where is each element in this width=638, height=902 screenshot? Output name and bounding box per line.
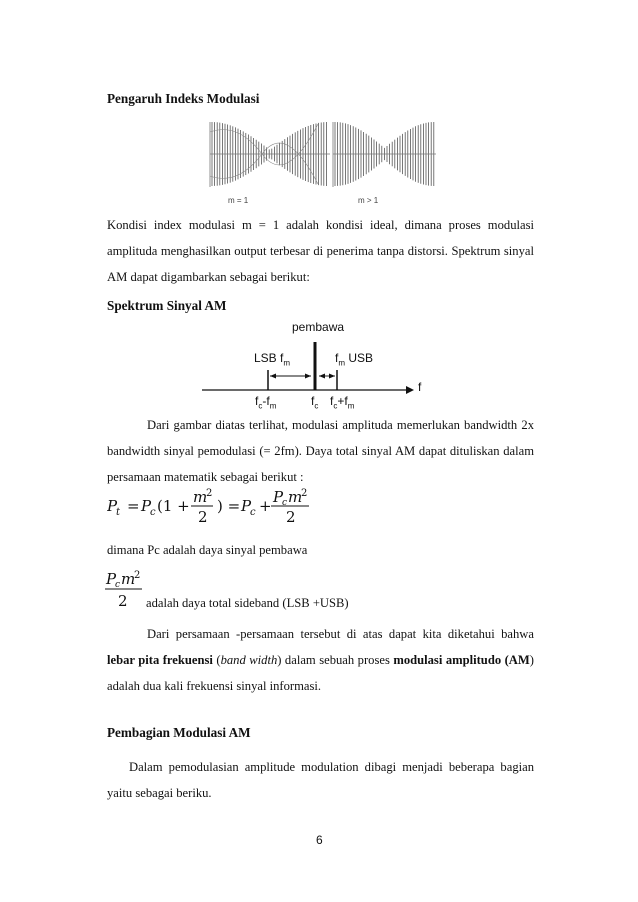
usb-label: $f_m$ USB (335, 351, 374, 368)
svg-text:m: m (288, 488, 303, 506)
tick-fc: $f_c$ (311, 394, 319, 411)
svg-text:2: 2 (198, 508, 208, 526)
svg-text:c: c (150, 507, 156, 518)
frequency-axis-label: f (418, 380, 422, 394)
svg-text:c: c (250, 507, 256, 518)
svg-text:P: P (106, 570, 117, 588)
svg-text:t: t (116, 507, 121, 518)
lsb-label: LSB $f_m$ (254, 351, 291, 368)
svg-text:2: 2 (206, 488, 213, 499)
svg-text:=: = (127, 497, 140, 515)
paragraph-pc-definition: dimana Pc adalah daya sinyal pembawa (107, 543, 308, 557)
paragraph-bandwidth: Dari gambar diatas terlihat, modulasi amplituda memerlukan bandwidth 2x bandwidth sinyal pemodulasi (= 2fm). Daya total sinyal AM dapat dituliskan dalam persamaan matematik sebagai berikut : (107, 418, 534, 484)
carrier-label: pembawa (292, 320, 345, 334)
total-power-equation (107, 488, 327, 524)
svg-text:+: + (259, 497, 272, 515)
svg-text:c: c (115, 580, 121, 590)
svg-text:c: c (282, 498, 288, 508)
svg-text:2: 2 (301, 488, 308, 499)
paragraph-index-modulasi: Kondisi index modulasi m = 1 adalah kondisi ideal, dimana proses modulasi amplituda menghasilkan output terbesar di penerima tanpa distorsi. Spektrum sinyal AM dapat digambarkan sebagai berikut: (107, 218, 534, 284)
svg-text:(1 +: (1 + (157, 497, 190, 515)
paragraph-pembagian: Dalam pemodulasian amplitude modulation dibagi menjadi beberapa bagian yaitu sebagai beriku. (107, 760, 534, 800)
svg-text:2: 2 (134, 570, 141, 581)
svg-text:P: P (107, 497, 118, 515)
page-number: 6 (316, 833, 323, 847)
section-heading: Spektrum Sinyal AM (107, 298, 227, 313)
section-heading: Pengaruh Indeks Modulasi (107, 91, 260, 106)
svg-text:m: m (121, 570, 136, 588)
svg-text:P: P (141, 497, 152, 515)
svg-text:2: 2 (286, 508, 296, 526)
am-waveform-figure (200, 112, 440, 212)
label-m-greater-1: m > 1 (358, 196, 379, 205)
tick-fc-minus-fm: $f_c-f_m$ (255, 394, 277, 411)
am-spectrum-diagram (200, 318, 440, 410)
tick-fc-plus-fm: $f_c+f_m$ (330, 394, 355, 411)
svg-text:P: P (273, 488, 284, 506)
paragraph-conclusion: Dari persamaan -persamaan tersebut di atas dapat kita diketahui bahwa lebar pita frekuensi (band width) dalam sebuah proses modulasi amplitudo (AM) adalah dua kali frekuensi sinyal informasi. (107, 627, 534, 693)
section-heading: Pembagian Modulasi AM (107, 725, 251, 740)
svg-text:2: 2 (118, 592, 128, 610)
paragraph-sideband-power: adalah daya total sideband (LSB +USB) (146, 596, 349, 610)
svg-text:P: P (241, 497, 252, 515)
svg-text:) =: ) = (217, 497, 241, 515)
svg-text:m: m (193, 488, 208, 506)
label-m-equals-1: m = 1 (228, 196, 249, 205)
